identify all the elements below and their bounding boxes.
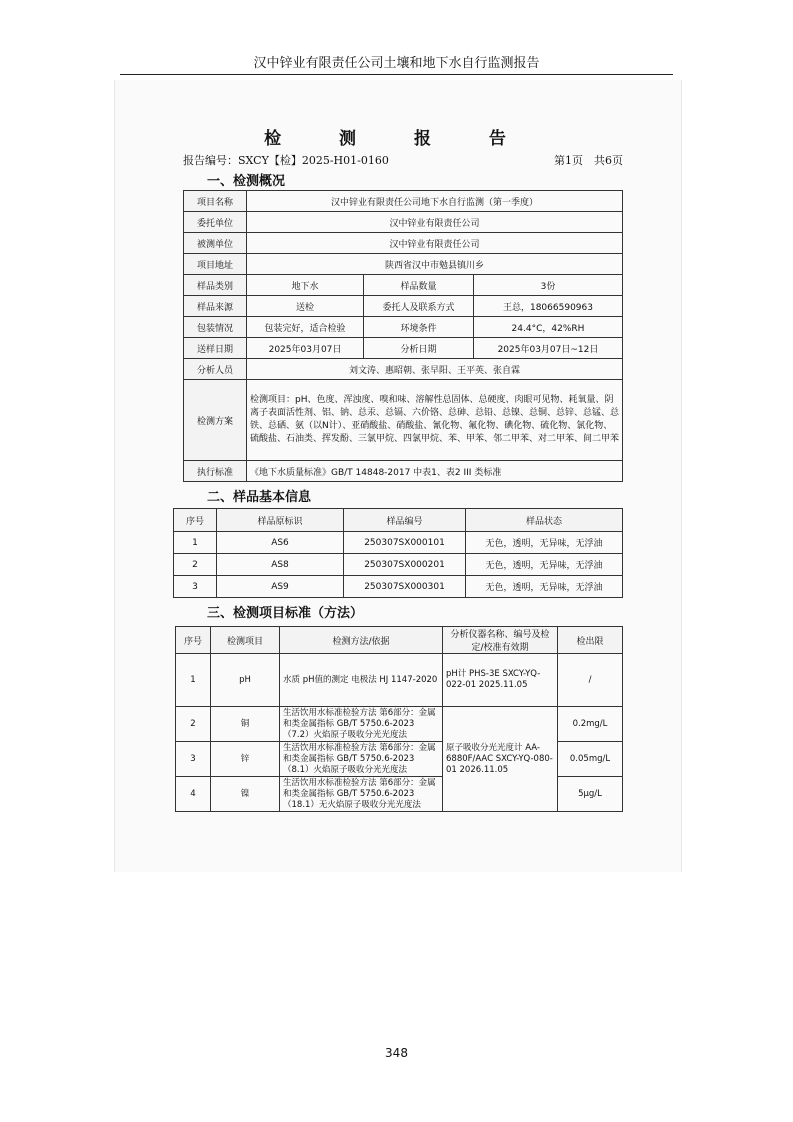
row-no: 1: [174, 532, 217, 554]
row-item: 铜: [211, 707, 280, 742]
row-instrument: pH计 PHS-3E SXCY-YQ-022-01 2025.11.05: [443, 654, 558, 707]
row-no: 1: [176, 654, 211, 707]
col-limit: 检出限: [558, 627, 623, 654]
row-sample-no: 250307SX000201: [344, 554, 466, 576]
sample-type-label: 样品类别: [184, 275, 247, 296]
plan-label: 检测方案: [184, 380, 247, 461]
analysis-date-label: 分析日期: [364, 338, 474, 359]
header-rule: [120, 74, 673, 75]
row-no: 2: [176, 707, 211, 742]
row-no: 2: [174, 554, 217, 576]
report-title: 检 测 报 告: [264, 129, 532, 149]
send-date: 2025年03月07日: [247, 338, 364, 359]
col-instrument: 分析仪器名称、编号及检定/校准有效期: [443, 627, 558, 654]
table-row: [174, 576, 623, 598]
tested-unit-label: 被测单位: [184, 233, 247, 254]
row-sample-state: 无色，透明，无异味，无浮油: [466, 532, 623, 554]
standard: 《地下水质量标准》GB/T 14848-2017 中表1、表2 III 类标准: [247, 461, 623, 482]
row-method: 生活饮用水标准检验方法 第6部分：金属和类金属指标 GB/T 5750.6-2023（8.1）火焰原子吸收分光光度法: [280, 742, 443, 777]
sample-qty: 3份: [473, 275, 622, 296]
col-no: 序号: [174, 509, 217, 532]
row-orig-id: AS9: [217, 576, 344, 598]
row-no: 3: [176, 742, 211, 777]
send-date-label: 送样日期: [184, 338, 247, 359]
env: 24.4°C，42%RH: [473, 317, 622, 338]
row-item: 锌: [211, 742, 280, 777]
page-header: 汉中锌业有限责任公司土壤和地下水自行监测报告: [253, 56, 540, 71]
section3-heading: 三、检测项目标准（方法）: [207, 606, 364, 621]
project-name: 汉中锌业有限责任公司地下水自行监测（第一季度）: [247, 191, 623, 212]
packing: 包装完好，适合检验: [247, 317, 364, 338]
overview-table: [183, 190, 623, 482]
col-method: 检测方法/依据: [280, 627, 443, 654]
row-limit: 5μg/L: [558, 777, 623, 812]
packing-label: 包装情况: [184, 317, 247, 338]
table-row: [174, 554, 623, 576]
report-number: 报告编号：SXCY【检】2025-H01-0160: [183, 154, 389, 167]
section1-heading: 一、检测概况: [207, 174, 286, 189]
row-limit: 0.2mg/L: [558, 707, 623, 742]
row-no: 4: [176, 777, 211, 812]
test-plan: 检测项目：pH、色度、浑浊度、嗅和味、溶解性总固体、总硬度、肉眼可见物、耗氧量、阴离子表面活性剂、铝、钠、总汞、总镉、六价铬、总砷、总铅、总镍、总铜、总锌、总锰、总铁、总硒、氨（以N计）、亚硝酸盐、硝酸盐、氰化物、氟化物、碘化物、硫化物、氯化物、硫酸盐、石油类、挥发酚、三氯甲烷、四氯甲烷、苯、甲苯、邻二甲苯、对二甲苯、间二甲苯: [247, 380, 623, 461]
row-item: pH: [211, 654, 280, 707]
row-limit: 0.05mg/L: [558, 742, 623, 777]
address: 陕西省汉中市勉县镇川乡: [247, 254, 623, 275]
env-label: 环境条件: [364, 317, 474, 338]
sample-type: 地下水: [247, 275, 364, 296]
sample-source-label: 样品来源: [184, 296, 247, 317]
table-row: [176, 654, 623, 707]
row-sample-no: 250307SX000301: [344, 576, 466, 598]
method-table: [175, 626, 623, 812]
page-count: 第1页 共6页: [554, 154, 623, 167]
row-orig-id: AS8: [217, 554, 344, 576]
col-sample-state: 样品状态: [466, 509, 623, 532]
address-label: 项目地址: [184, 254, 247, 275]
col-sample-no: 样品编号: [344, 509, 466, 532]
row-method: 水质 pH值的测定 电极法 HJ 1147-2020: [280, 654, 443, 707]
row-sample-state: 无色，透明，无异味，无浮油: [466, 554, 623, 576]
row-sample-no: 250307SX000101: [344, 532, 466, 554]
row-item: 镍: [211, 777, 280, 812]
table-row: [176, 707, 623, 742]
analysis-date: 2025年03月07日~12日: [473, 338, 622, 359]
analysts: 刘文涛、惠昭朝、张早阳、王平英、张自霖: [247, 359, 623, 380]
standard-label: 执行标准: [184, 461, 247, 482]
col-item: 检测项目: [211, 627, 280, 654]
project-name-label: 项目名称: [184, 191, 247, 212]
row-method: 生活饮用水标准检验方法 第6部分：金属和类金属指标 GB/T 5750.6-2023（7.2）火焰原子吸收分光光度法: [280, 707, 443, 742]
table-row: [174, 532, 623, 554]
analysts-label: 分析人员: [184, 359, 247, 380]
row-method: 生活饮用水标准检验方法 第6部分：金属和类金属指标 GB/T 5750.6-2023（18.1）无火焰原子吸收分光光度法: [280, 777, 443, 812]
row-limit: /: [558, 654, 623, 707]
client-label: 委托单位: [184, 212, 247, 233]
sample-info-table: [173, 508, 623, 598]
sample-source: 送检: [247, 296, 364, 317]
page-number: 348: [385, 1046, 408, 1060]
row-orig-id: AS6: [217, 532, 344, 554]
section2-heading: 二、样品基本信息: [207, 490, 312, 505]
row-no: 3: [174, 576, 217, 598]
contact-label: 委托人及联系方式: [364, 296, 474, 317]
tested-unit: 汉中锌业有限责任公司: [247, 233, 623, 254]
client: 汉中锌业有限责任公司: [247, 212, 623, 233]
shared-instrument: 原子吸收分光光度计 AA-6880F/AAC SXCY-YQ-080-01 2026.11.05: [443, 707, 558, 812]
row-sample-state: 无色，透明，无异味，无浮油: [466, 576, 623, 598]
sample-qty-label: 样品数量: [364, 275, 474, 296]
scanned-report: [114, 80, 682, 872]
col-orig-id: 样品原标识: [217, 509, 344, 532]
contact: 王总，18066590963: [473, 296, 622, 317]
col-no: 序号: [176, 627, 211, 654]
